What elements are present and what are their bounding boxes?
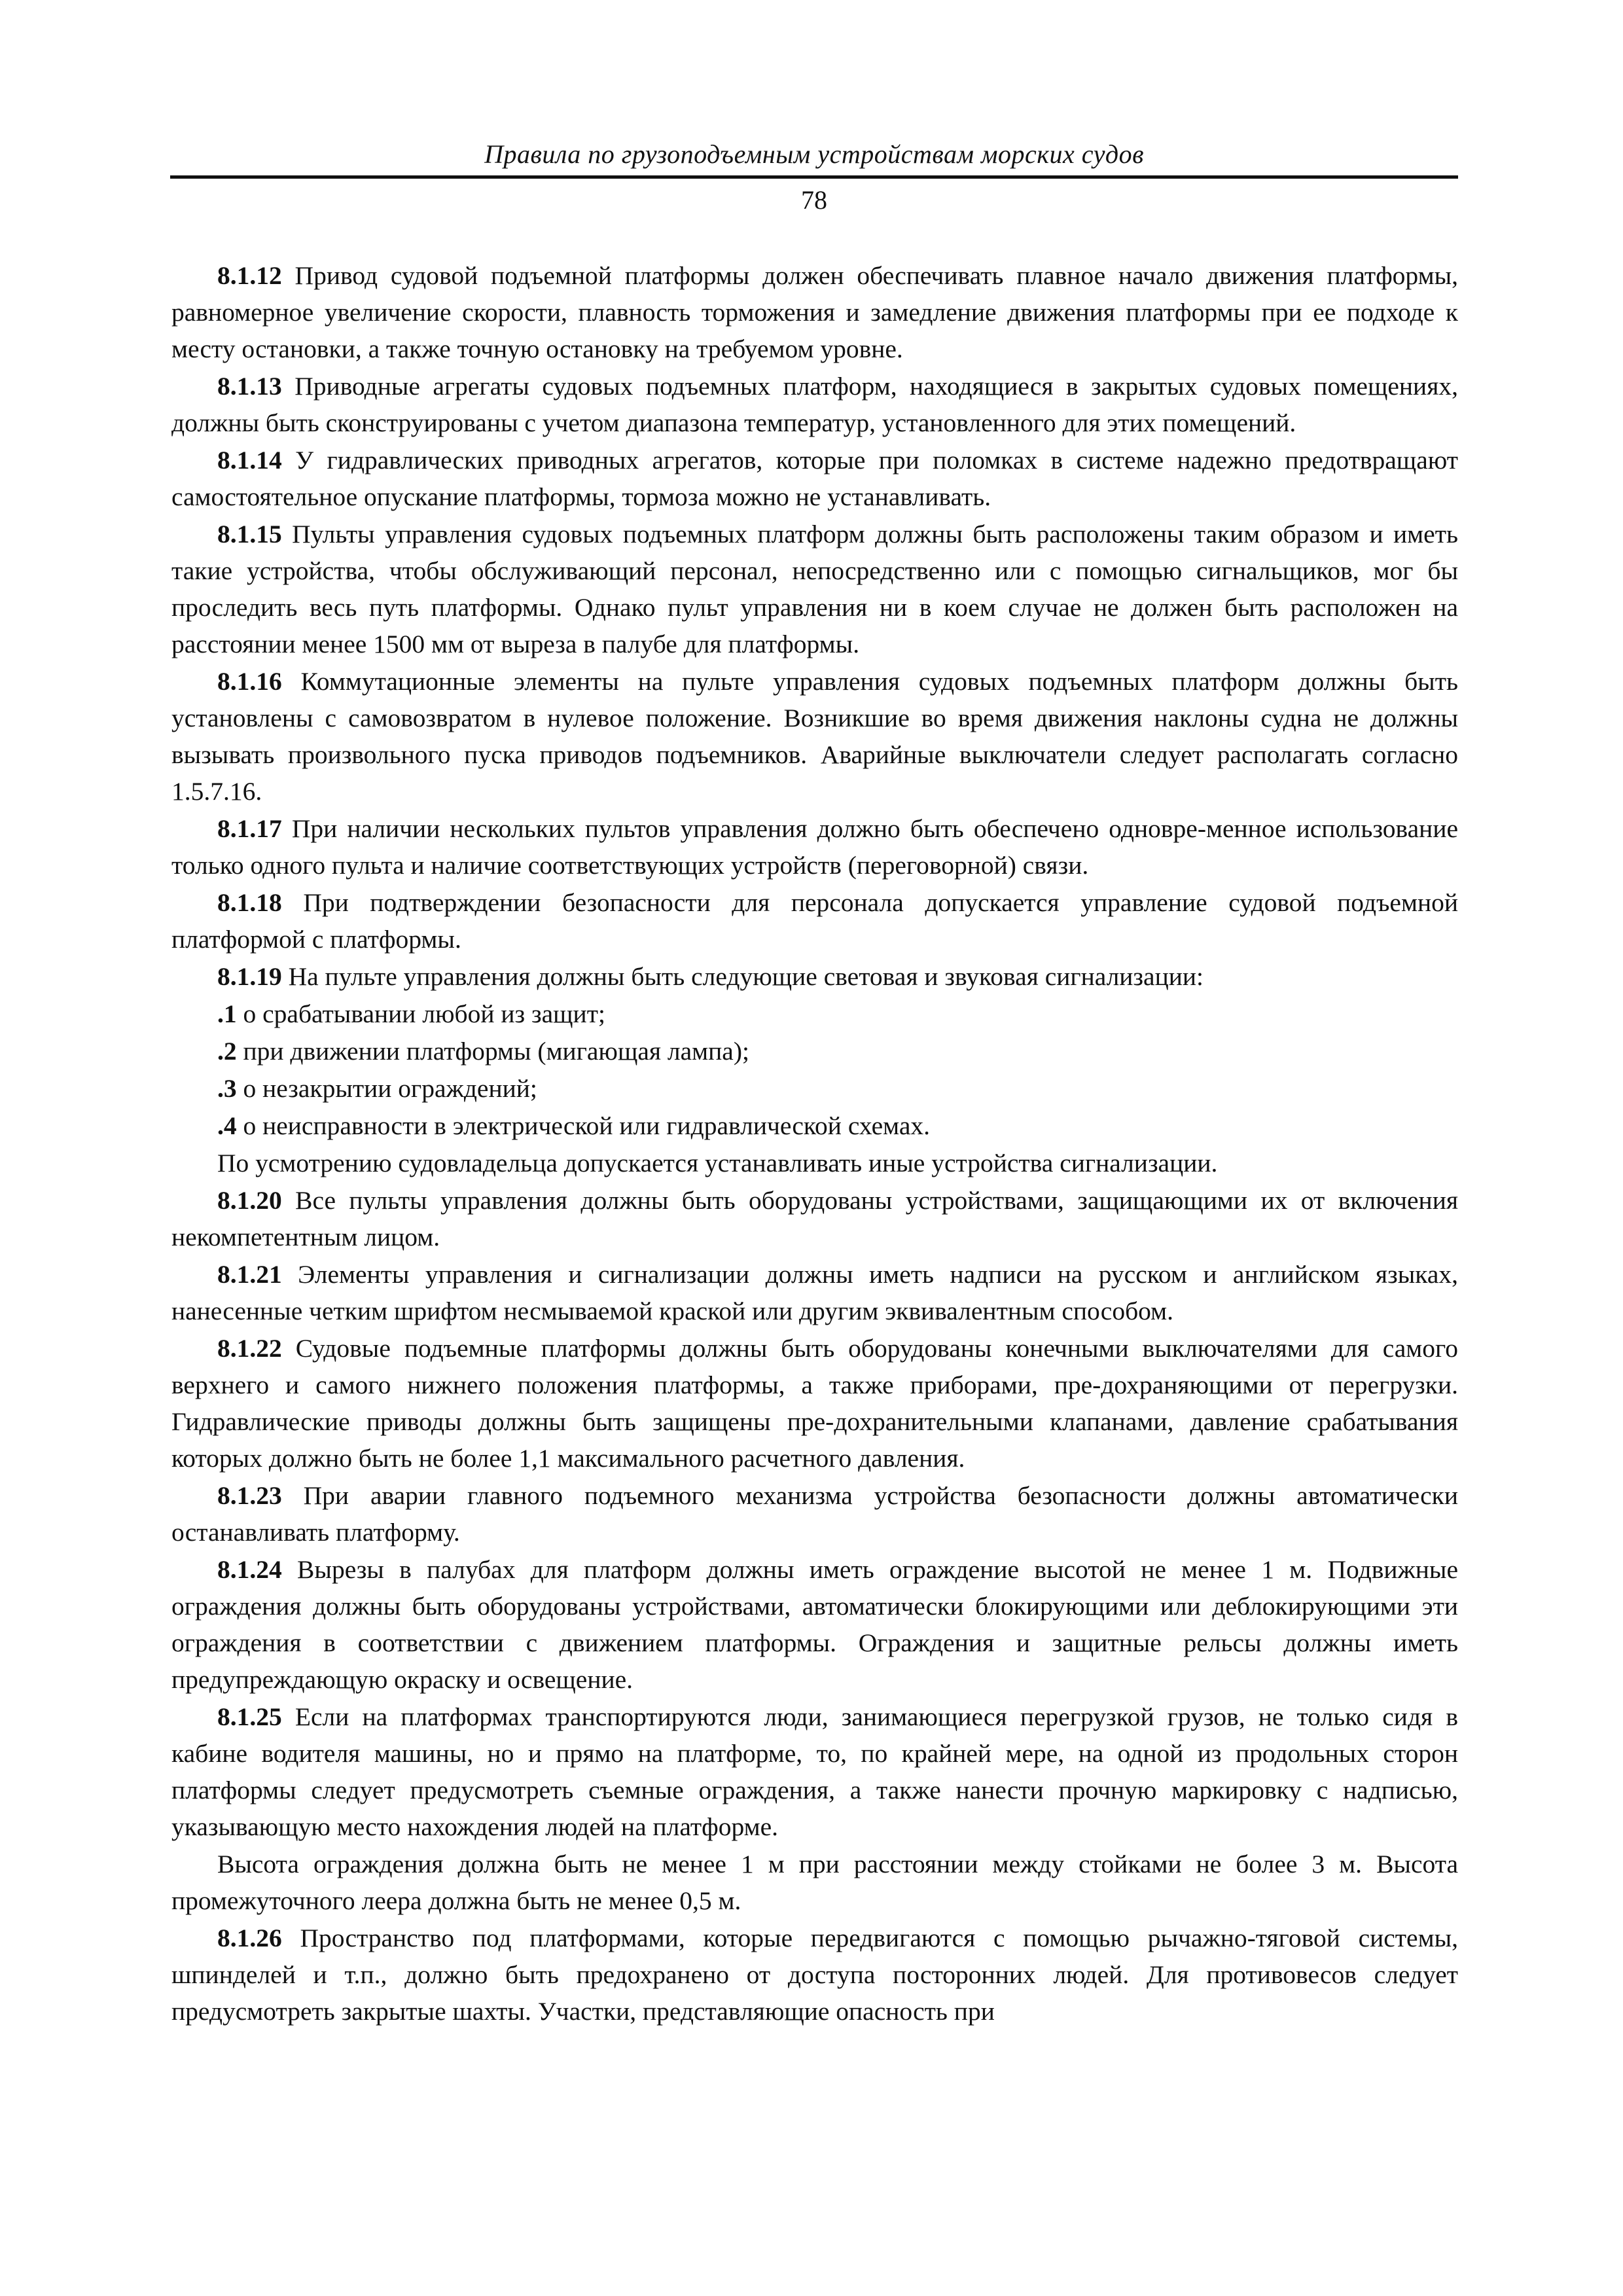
list-item-number: .2 xyxy=(217,1037,237,1066)
list-item-number: .3 xyxy=(217,1074,237,1103)
paragraph-8-1-12 xyxy=(171,257,1458,367)
paragraph-text: Элементы управления и сигнализации должны иметь надписи на русском и английском языках, нанесенные четким шрифтом несмываемой краской или другим эквивалентным способом. xyxy=(171,1260,1458,1325)
clause-number: 8.1.21 xyxy=(217,1260,282,1289)
paragraph-8-1-17 xyxy=(171,810,1458,884)
running-header: Правила по грузоподъемным устройствам морских судов xyxy=(484,139,1144,169)
clause-number: 8.1.16 xyxy=(217,667,282,696)
paragraph-text: У гидравлических приводных агрегатов, которые при поломках в системе надежно предотвращают самостоятельное опускание платформы, тормоза можно не устанавливать. xyxy=(171,446,1458,511)
clause-number: 8.1.24 xyxy=(217,1555,282,1584)
clause-number: 8.1.23 xyxy=(217,1481,282,1510)
list-item-text: о незакрытии ограждений; xyxy=(236,1074,537,1103)
clause-number: 8.1.26 xyxy=(217,1924,282,1952)
list-item-number: .4 xyxy=(217,1111,237,1140)
paragraph-text: Приводные агрегаты судовых подъемных платформ, находящиеся в закрытых судовых помещениях, должны быть сконструированы с учетом диапазона температур, установленного для этих помещений. xyxy=(171,372,1458,437)
paragraph-text: Вырезы в палубах для платформ должны иметь ограждение высотой не менее 1 м. Подвижные ограждения должны быть оборудованы устройствами, автоматически блокирующими или деблокирующими эти ограждения в соответствии с движением платформы. Ограждения и защитные рельсы должны иметь предупреждающую окраску и освещение. xyxy=(171,1555,1458,1694)
paragraph-8-1-26 xyxy=(171,1920,1458,2030)
list-item xyxy=(171,1033,1458,1069)
paragraph-text: Все пульты управления должны быть оборудованы устройствами, защищающими их от включения некомпетентным лицом. xyxy=(171,1186,1458,1251)
list-item-text: о неисправности в электрической или гидравлической схемах. xyxy=(236,1111,931,1140)
body-text xyxy=(171,257,1458,2030)
paragraph-note-signalling xyxy=(171,1145,1458,1181)
paragraph-text: Коммутационные элементы на пульте управления судовых подъемных платформ должны быть установлены с самовозвратом в нулевое положение. Возникшие во время движения наклоны судна не должны вызывать произвольного пуска приводов подъемников. Аварийные выключатели следует располагать согласно 1.5.7.16. xyxy=(171,667,1458,806)
list-item-number: .1 xyxy=(217,999,237,1028)
paragraph-8-1-20 xyxy=(171,1182,1458,1255)
paragraph-8-1-16 xyxy=(171,663,1458,810)
paragraph-text: По усмотрению судовладельца допускается устанавливать иные устройства сигнализации. xyxy=(217,1149,1218,1177)
paragraph-8-1-22 xyxy=(171,1330,1458,1477)
paragraph-8-1-13 xyxy=(171,368,1458,441)
list-item xyxy=(171,1107,1458,1144)
paragraph-text: Если на платформах транспортируются люди, занимающиеся перегрузкой грузов, не только сидя в кабине водителя машины, но и прямо на платформе, то, по крайней мере, на одной из продольных сторон платформы следует предусмотреть съемные ограждения, а также нанести прочную маркировку с надписью, указывающую место нахождения людей на платформе. xyxy=(171,1702,1458,1841)
list-item-text: о срабатывании любой из защит; xyxy=(236,999,605,1028)
clause-number: 8.1.12 xyxy=(217,261,282,290)
paragraph-text: При подтверждении безопасности для персонала допускается управление судовой подъемной платформой с платформы. xyxy=(171,888,1458,954)
header-rule xyxy=(170,175,1458,179)
paragraph-text: На пульте управления должны быть следующие световая и звуковая сигнализации: xyxy=(281,962,1204,991)
paragraph-8-1-19 xyxy=(171,958,1458,995)
clause-number: 8.1.17 xyxy=(217,814,282,843)
paragraph-8-1-23 xyxy=(171,1477,1458,1551)
list-item-text: при движении платформы (мигающая лампа); xyxy=(236,1037,749,1066)
paragraph-text: Пространство под платформами, которые передвигаются с помощью рычажно-тяговой системы, шпинделей и т.п., должно быть предохранено от доступа посторонних людей. Для противовесов следует предусмотреть закрытые шахты. Участки, представляющие опасность при xyxy=(171,1924,1458,2026)
clause-number: 8.1.25 xyxy=(217,1702,282,1731)
paragraph-8-1-21 xyxy=(171,1256,1458,1329)
clause-number: 8.1.20 xyxy=(217,1186,282,1215)
paragraph-text: При наличии нескольких пультов управления должно быть обеспечено одновре-менное использование только одного пульта и наличие соответствующих устройств (переговорной) связи. xyxy=(171,814,1458,880)
clause-number: 8.1.13 xyxy=(217,372,282,401)
paragraph-text: При аварии главного подъемного механизма устройства безопасности должны автоматически останавливать платформу. xyxy=(171,1481,1458,1547)
clause-number: 8.1.18 xyxy=(217,888,282,917)
list-item xyxy=(171,996,1458,1032)
paragraph-8-1-18 xyxy=(171,884,1458,958)
paragraph-8-1-24 xyxy=(171,1551,1458,1698)
clause-number: 8.1.19 xyxy=(217,962,282,991)
paragraph-8-1-25 xyxy=(171,1698,1458,1845)
paragraph-text: Судовые подъемные платформы должны быть оборудованы конечными выключателями для самого верхнего и самого нижнего положения платформы, а также приборами, пре-дохраняющими от перегрузки. Гидравлические приводы должны быть защищены пре-дохранительными клапанами, давление срабатывания которых должно быть не более 1,1 максимального расчетного давления. xyxy=(171,1334,1458,1473)
paragraph-text: Привод судовой подъемной платформы должен обеспечивать плавное начало движения платформы, равномерное увеличение скорости, плавность торможения и замедление движения платформы при ее подходе к месту остановки, а также точную остановку на требуемом уровне. xyxy=(171,261,1458,363)
list-item xyxy=(171,1070,1458,1107)
paragraph-text: Высота ограждения должна быть не менее 1 м при расстоянии между стойками не более 3 м. Высота промежуточного леера должна быть не менее 0,5 м. xyxy=(171,1850,1458,1915)
paragraph-8-1-15 xyxy=(171,516,1458,662)
paragraph-text: Пульты управления судовых подъемных платформ должны быть расположены таким образом и иметь такие устройства, чтобы обслуживающий персонал, непосредственно или с помощью сигнальщиков, мог бы проследить весь путь платформы. Однако пульт управления ни в коем случае не должен быть расположен на расстоянии менее 1500 мм от выреза в палубе для платформы. xyxy=(171,520,1458,658)
clause-number: 8.1.15 xyxy=(217,520,282,548)
paragraph-railing-height xyxy=(171,1846,1458,1919)
clause-number: 8.1.14 xyxy=(217,446,282,475)
paragraph-8-1-14 xyxy=(171,442,1458,515)
page-number: 78 xyxy=(801,185,827,215)
clause-number: 8.1.22 xyxy=(217,1334,282,1363)
